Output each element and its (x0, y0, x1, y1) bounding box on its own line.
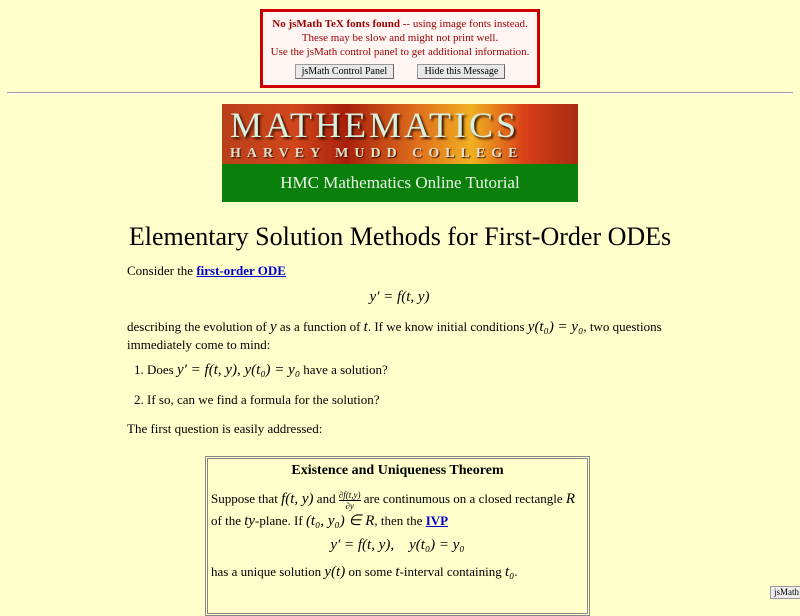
divider (7, 92, 793, 94)
first-order-ode-link[interactable]: first-order ODE (196, 263, 286, 278)
warning-line-3: Use the jsMath control panel to get additional information. (270, 46, 530, 58)
closing-text: The first question is easily addressed: (127, 421, 323, 436)
text: Does (147, 362, 177, 377)
text: are continumous on a closed rectangle (360, 491, 566, 506)
banner-subtitle: HARVEY MUDD COLLEGE (230, 146, 524, 161)
ode-equation: y′ = f(t, y) (369, 289, 430, 305)
banner-title: MATHEMATICS (230, 105, 520, 145)
text: has a unique solution (211, 563, 325, 579)
banner-logo (222, 104, 578, 164)
intro-paragraph (127, 262, 672, 279)
warning-line-2: These may be slow and might not print well. (301, 32, 499, 44)
text: -plane. If (255, 512, 306, 528)
warning-text: -- using image fonts instead. (400, 18, 528, 30)
text: , then the (374, 512, 426, 528)
main-content (127, 262, 672, 437)
math: (t₀, y₀) ∈ R (305, 512, 375, 529)
theorem-title: Existence and Uniqueness Theorem (291, 463, 504, 478)
text: as a function of (276, 319, 364, 334)
description-paragraph (127, 318, 672, 353)
hide-message-button[interactable]: Hide this Message (417, 64, 505, 79)
theorem-statement (211, 489, 584, 531)
jsmath-button[interactable]: jsMath (770, 586, 800, 599)
list-item (147, 361, 672, 379)
math: R (565, 491, 576, 507)
math: f(t, y) (281, 491, 314, 507)
math: y(t) (324, 563, 346, 580)
ivp-equation: y′ = f(t, y), y(t₀) = y₀ (330, 536, 465, 553)
math: t (363, 319, 368, 335)
numerator: ∂f(t,y) (338, 489, 361, 500)
text: of the (211, 512, 245, 528)
text: and (313, 491, 339, 506)
text: Suppose that (211, 491, 282, 506)
hmc-banner (222, 104, 578, 202)
math: y (269, 319, 277, 335)
list-item: 2. If so, can we find a formula for the solution? (147, 391, 672, 408)
denominator: ∂y (345, 500, 354, 511)
warning-bold: No jsMath TeX fonts found (272, 18, 401, 30)
page-title: Elementary Solution Methods for First-Order ODEs (128, 222, 672, 251)
text: Consider the (127, 263, 197, 278)
jsmath-warning-box (260, 9, 540, 88)
text: have a solution? (300, 362, 388, 377)
questions-list (127, 361, 672, 408)
math: y′ = f(t, y), y(t₀) = y₀ (176, 362, 301, 378)
ivp-link[interactable]: IVP (425, 512, 449, 528)
jsmath-control-panel-button[interactable]: jsMath Control Panel (295, 64, 395, 79)
text: describing the evolution of (127, 319, 270, 334)
math: y(t₀) = y₀ (527, 319, 584, 335)
text: . If we know initial conditions (367, 319, 528, 334)
text: on some (345, 563, 396, 579)
theorem-conclusion (211, 562, 584, 582)
text: , two questions immediately come to mind: (127, 319, 662, 352)
math: t₀ (505, 563, 515, 580)
text: . (514, 563, 518, 579)
text: -interval containing (399, 563, 506, 579)
banner-tagline: HMC Mathematics Online Tutorial (222, 164, 578, 202)
math: ty (244, 512, 256, 529)
theorem-box (205, 456, 590, 616)
math: t (395, 563, 400, 580)
partial-derivative (339, 490, 361, 511)
